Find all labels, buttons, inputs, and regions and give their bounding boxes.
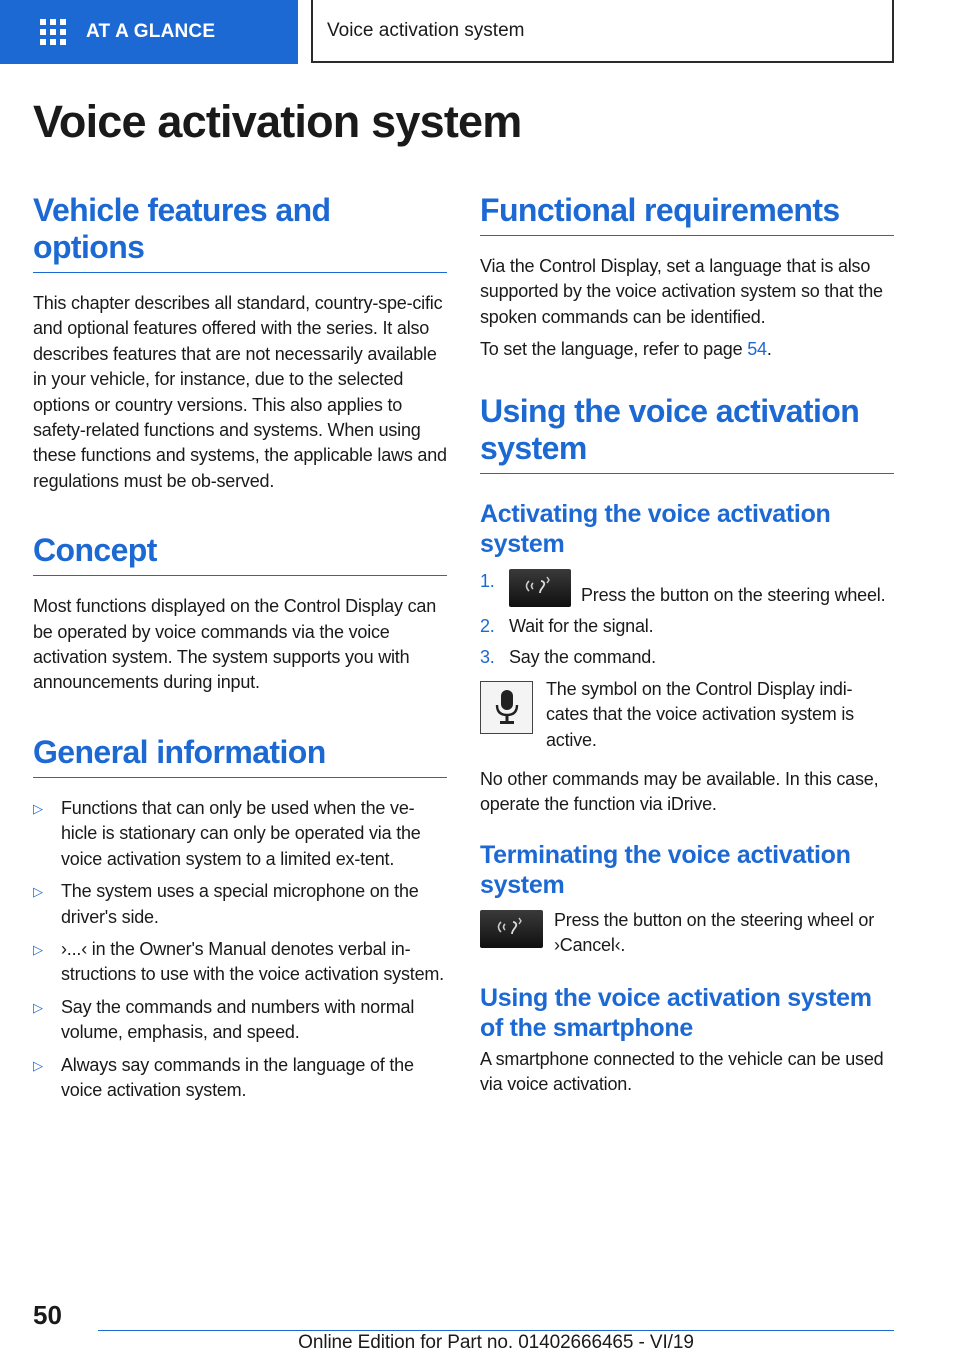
no-other-text: No other commands may be available. In this case, operate the function via iDrive. <box>480 769 879 815</box>
section-tab[interactable] <box>0 0 298 64</box>
page-link[interactable]: 54 <box>747 339 767 360</box>
list-item: 2. Wait for the signal. <box>480 616 654 637</box>
triangle-bullet-icon: ▷ <box>33 800 43 816</box>
concept-heading: Concept <box>33 532 447 576</box>
smartphone-heading: Using the voice activation system of the smartphone <box>480 983 872 1042</box>
footer-divider <box>98 1330 894 1331</box>
using-heading: Using the voice activation system <box>480 393 894 474</box>
microphone-icon <box>480 681 533 734</box>
breadcrumb-label: Voice activation system <box>327 19 525 41</box>
symbol-note <box>480 677 894 753</box>
right-column <box>480 192 894 1098</box>
general-list <box>33 796 447 1103</box>
list-item: ▷ The system uses a special microphone on the driver's side. <box>33 881 419 927</box>
triangle-bullet-icon: ▷ <box>33 941 43 957</box>
requirements-text: Via the Control Display, set a language that is also supported by the voice activation system so that the spoken commands can be identified. <box>480 256 883 327</box>
list-item: 3. Say the command. <box>480 647 656 668</box>
symbol-text: The symbol on the Control Display indi-cates that the voice activation system is active. <box>546 678 854 750</box>
requirements-heading: Functional requirements <box>480 192 894 236</box>
triangle-bullet-icon: ▷ <box>33 999 43 1015</box>
activating-heading: Activating the voice activation system <box>480 499 831 558</box>
concept-text: Most functions displayed on the Control Display can be operated by voice commands via the voice activation system. The system supports you with announcements during input. <box>33 596 437 693</box>
grid-menu-icon <box>40 19 66 45</box>
page-title: Voice activation system <box>33 96 522 147</box>
voice-button-icon <box>509 569 571 607</box>
voice-button-icon <box>480 910 543 948</box>
language-ref: To set the language, refer to page 54. <box>480 339 772 360</box>
section-tab-label: AT A GLANCE <box>86 21 216 42</box>
features-heading: Vehicle features and options <box>33 192 447 273</box>
steps-list <box>480 569 894 671</box>
breadcrumb[interactable] <box>311 0 894 63</box>
terminating-text: Press the button on the steering wheel or ›Cancel‹. <box>554 909 875 956</box>
smartphone-text: A smartphone connected to the vehicle can be used via voice activation. <box>480 1048 884 1095</box>
general-heading: General information <box>33 734 447 778</box>
left-column <box>33 192 447 1110</box>
triangle-bullet-icon: ▷ <box>33 884 43 900</box>
list-item: ▷ Say the commands and numbers with normal volume, emphasis, and speed. <box>33 996 415 1043</box>
list-item: ▷ ›...‹ in the Owner's Manual denotes verbal in-structions to use with the voice activation system. <box>33 938 444 985</box>
footer-edition: Online Edition for Part no. 01402666465 - VI/19 <box>298 1332 694 1353</box>
list-item: ▷ Functions that can only be used when the ve-hicle is stationary can only be operated via the voice activation system to a limited ex-tent. <box>33 797 421 869</box>
features-text: This chapter describes all standard, country-spe-cific and optional features offered with the series. It also describes features that are not necessarily available in your vehicle, for instance, due to the selected options or country versions. This also applies to safety-related functions and systems. When using these functions and systems, the applicable laws and regulations must be ob-served. <box>33 293 447 491</box>
list-item: ▷ Always say commands in the language of the voice activation system. <box>33 1054 414 1100</box>
page-number: 50 <box>33 1300 62 1330</box>
list-item: 1. Press the button on the steering wheel. <box>480 570 886 605</box>
triangle-bullet-icon: ▷ <box>33 1057 43 1073</box>
terminating-note <box>480 908 894 959</box>
terminating-heading: Terminating the voice activation system <box>480 840 851 899</box>
